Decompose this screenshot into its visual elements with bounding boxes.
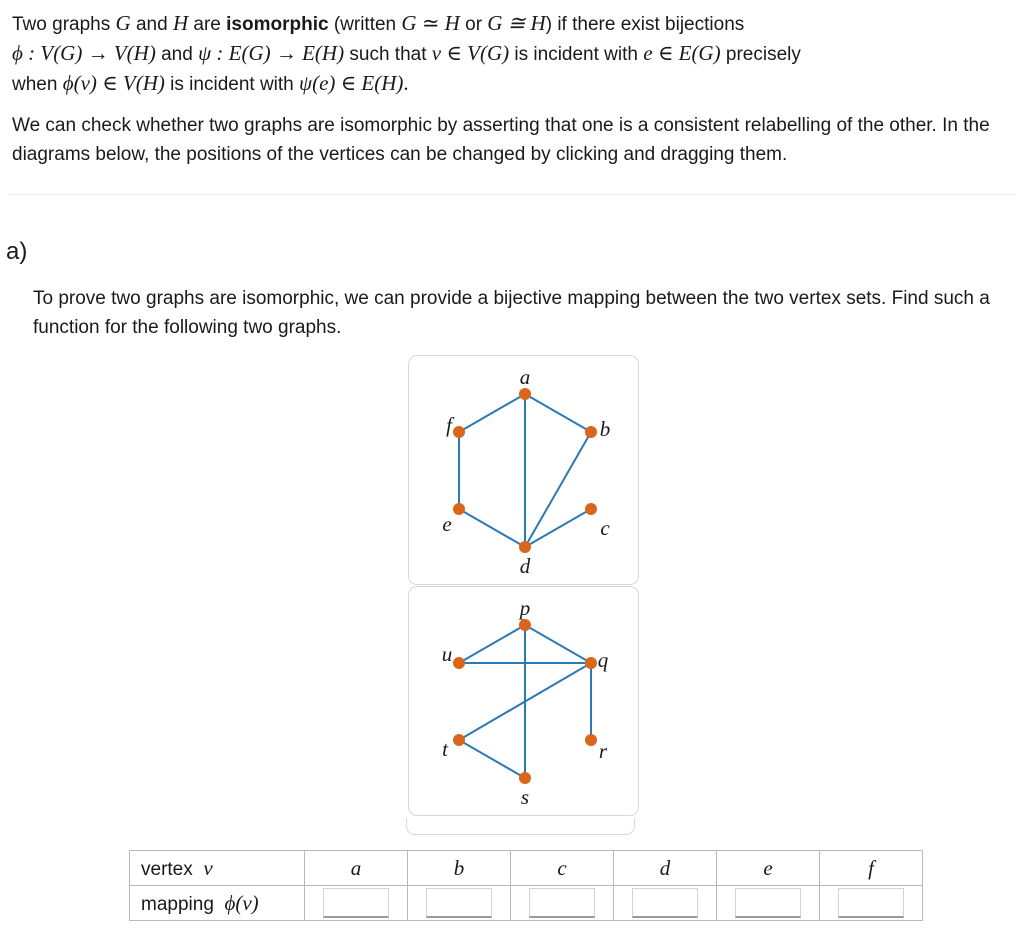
vertex-node-d[interactable] <box>519 541 531 553</box>
edge-p-q <box>525 625 591 663</box>
vertex-node-s[interactable] <box>519 772 531 784</box>
edge-b-d <box>525 432 591 547</box>
vertex-label-r: r <box>598 739 608 763</box>
vertex-node-a[interactable] <box>519 388 531 400</box>
edge-d-e <box>459 509 525 547</box>
vertex-node-e[interactable] <box>453 503 465 515</box>
vertex-label-f: f <box>446 413 452 437</box>
vertex-c: c <box>511 851 614 886</box>
vertex-node-t[interactable] <box>453 734 465 746</box>
vertex-label-b: b <box>599 417 611 441</box>
vertex-label-c: c <box>600 516 610 540</box>
vertex-d: d <box>614 851 717 886</box>
vertex-label-e: e <box>442 512 452 536</box>
graph-h-canvas <box>409 587 638 815</box>
instruction-paragraph: We can check whether two graphs are isomorphic by asserting that one is a consistent relabelling of the other. In the diagrams below, the positions of the vertices can be changed by clicking and dragging them. <box>12 115 990 165</box>
mapping-input-c[interactable] <box>529 888 595 918</box>
vertex-node-c[interactable] <box>585 503 597 515</box>
vertex-node-p[interactable] <box>519 619 531 631</box>
vertex-f: f <box>820 851 923 886</box>
vertex-row-header: vertex v <box>130 851 305 886</box>
mapping-input-e[interactable] <box>735 888 801 918</box>
vertex-label-p: p <box>519 596 531 620</box>
section-divider <box>8 194 1016 195</box>
vertex-node-f[interactable] <box>453 426 465 438</box>
vertex-label-d: d <box>519 554 531 578</box>
edge-p-u <box>459 625 525 663</box>
vertex-label-t: t <box>442 737 448 761</box>
mapping-input-b[interactable] <box>426 888 492 918</box>
mapping-row <box>130 886 923 921</box>
graph-g-panel <box>408 355 639 585</box>
vertex-node-q[interactable] <box>585 657 597 669</box>
vertex-a: a <box>305 851 408 886</box>
vertex-node-b[interactable] <box>585 426 597 438</box>
panel-stub <box>406 818 635 835</box>
question-label: a) <box>6 238 28 265</box>
edge-t-s <box>459 740 525 778</box>
mapping-input-d[interactable] <box>632 888 698 918</box>
vertex-label-a: a <box>519 365 531 389</box>
vertex-label-q: q <box>597 648 609 672</box>
edge-a-b <box>525 394 591 432</box>
edge-a-f <box>459 394 525 432</box>
graph-h-panel <box>408 586 639 816</box>
question-text: To prove two graphs are isomorphic, we can provide a bijective mapping between the two vertex sets. Find such a function for the following two graphs. <box>33 288 990 338</box>
intro-text <box>12 9 1012 169</box>
mapping-row-header: mapping ϕ(v) <box>130 886 305 921</box>
graph-g-canvas <box>409 356 638 584</box>
isomorphic-term: isomorphic <box>226 14 329 35</box>
vertex-label-u: u <box>441 642 453 666</box>
vertex-row <box>130 851 923 886</box>
vertex-b: b <box>408 851 511 886</box>
vertex-node-r[interactable] <box>585 734 597 746</box>
definition-paragraph: Two graphs G and H are isomorphic (written G ≃ H or G ≅ H) if there exist bijections ϕ : V(G) → V(H) and ψ : E(G) → E(H) such that v ∈ V(G) is incident with e ∈ E(G) precisely when ϕ(v) ∈ V(H) is incident with ψ(e) ∈ E(H). <box>12 11 801 95</box>
mapping-input-a[interactable] <box>323 888 389 918</box>
vertex-e: e <box>717 851 820 886</box>
mapping-input-f[interactable] <box>838 888 904 918</box>
vertex-node-u[interactable] <box>453 657 465 669</box>
vertex-label-s: s <box>520 785 530 809</box>
mapping-table <box>129 850 923 921</box>
